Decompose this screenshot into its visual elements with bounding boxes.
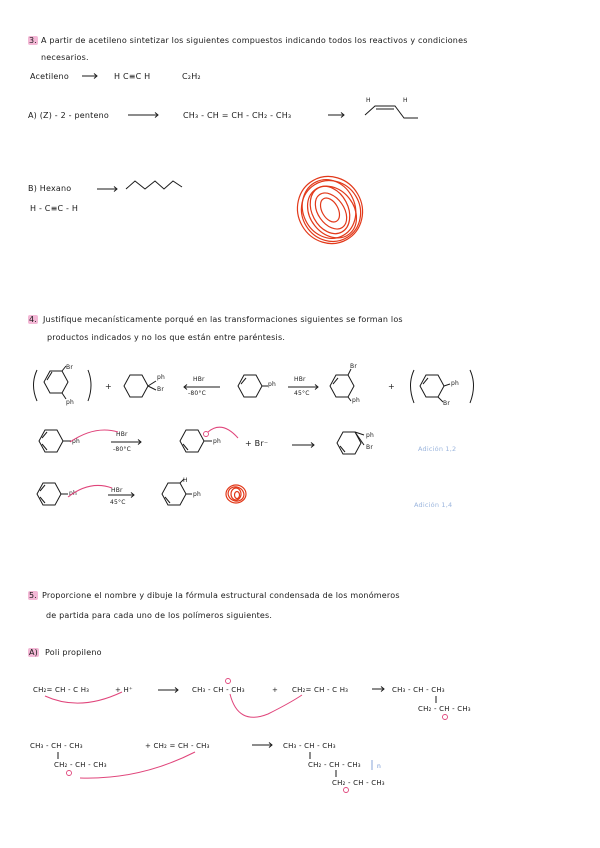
q3-text-line1: A partir de acetileno sintetizar los siguientes compuestos indicando todos los reactivos y condiciones	[41, 36, 468, 45]
acetileno-molecular: C₂H₂	[182, 72, 201, 81]
arrow-reaction-2	[111, 440, 141, 445]
r2-monomer: + CH₂ = CH - CH₃	[145, 742, 210, 750]
arrow-q3a-2	[328, 113, 344, 118]
q5-number: 5.	[29, 591, 38, 600]
arrow-q5-r1-1	[158, 688, 178, 693]
q3a-label: A) (Z) - 2 - penteno	[28, 111, 109, 120]
q4-cond1: -80°C	[188, 390, 206, 397]
acetileno-formula: H C≡C H	[114, 72, 151, 81]
ph-label-10: ph	[193, 491, 202, 498]
z-pentene-skeletal	[365, 106, 418, 118]
arrow-reaction-4	[108, 493, 134, 498]
arrow-q5-r2	[252, 743, 272, 748]
ph-label-7: ph	[213, 438, 222, 445]
acetileno-label: Acetileno	[30, 72, 69, 81]
q3a-formula: CH₃ - CH = CH - CH₂ - CH₃	[183, 111, 292, 120]
ring-3	[238, 375, 262, 397]
r1-product-b: CH₂ - CH - CH₃	[418, 705, 471, 713]
br-label-4: Br	[443, 400, 450, 407]
q3a-h2: H	[403, 97, 408, 104]
mech-arrow-3	[68, 485, 112, 497]
note-adicion-12: Adición 1,2	[418, 445, 457, 453]
q3-text-line2: necesarios.	[41, 53, 89, 62]
bromide-ion: + Br⁻	[245, 439, 269, 448]
q4-cond2: 45°C	[294, 390, 310, 397]
r2-chain-a: CH₃ - CH - CH₃	[30, 742, 83, 750]
ring-4	[330, 375, 354, 397]
r1-monomer: CH₂= CH - C H₃	[33, 686, 90, 694]
br-label-2: Br	[157, 386, 164, 393]
br-label-5: Br	[366, 444, 373, 451]
q5a-label: A)	[29, 648, 38, 657]
q4-hbr4: HBr	[111, 487, 123, 494]
r2-product-a: CH₃ - CH - CH₃	[283, 742, 336, 750]
r1-proton: + H⁺	[115, 686, 133, 694]
arrow-reaction-1	[288, 385, 318, 390]
arrow-q3a-1	[128, 113, 158, 118]
bracket-left-1	[34, 370, 38, 401]
q4-hbr2: HBr	[294, 376, 306, 383]
r1-monomer2: CH₂= CH - C H₃	[292, 686, 349, 694]
bracket-right-1	[88, 370, 91, 401]
q4-text-line2: productos indicados y no los que están entre paréntesis.	[47, 333, 286, 342]
arrow-equilibrium-1	[184, 385, 220, 390]
q4-plus2: +	[388, 382, 395, 391]
mech-arrow-1	[70, 430, 118, 442]
arrow-reaction-3	[292, 443, 314, 448]
r1-product-a: CH₃ - CH - CH₃	[392, 686, 445, 694]
br-label-1: Br	[66, 364, 73, 371]
red-scribble-small	[226, 485, 246, 504]
r1-cation: CH₃ - CH - CH₃	[192, 686, 245, 694]
r2-product-n: n	[377, 763, 382, 770]
positive-charges	[67, 432, 448, 793]
ph-label-4: ph	[352, 397, 361, 404]
note-adicion-14: Adición 1,4	[414, 501, 453, 509]
q3b-label: B) Hexano	[28, 184, 72, 193]
ph-label-9: ph	[69, 490, 78, 497]
ring-1	[44, 371, 68, 393]
mech-arrow-4	[45, 692, 122, 703]
q5-text-line2: de partida para cada uno de los polímeros siguientes.	[46, 611, 273, 620]
ph-label-3: ph	[268, 381, 277, 388]
q4-cond3: -80°C	[113, 446, 131, 453]
arrow-acetileno	[82, 74, 97, 79]
r2-chain-b: CH₂ - CH - CH₃	[54, 761, 107, 769]
ph-label-1: ph	[66, 399, 75, 406]
ring-10	[162, 483, 186, 505]
q4-text-line1: Justifique mecanísticamente porqué en las transformaciones siguientes se forman los	[43, 315, 403, 324]
arrow-q5-r1-2	[372, 687, 384, 692]
ph-label-2: ph	[157, 374, 166, 381]
ring-2	[124, 375, 148, 397]
r2-product-b: CH₂ - CH - CH₃	[308, 761, 361, 769]
q5-text-line1: Proporcione el nombre y dibuje la fórmula estructural condensada de los monómeros	[42, 591, 400, 600]
h-label: H	[183, 477, 188, 484]
q3-number: 3.	[29, 36, 38, 45]
q4-hbr1: HBr	[193, 376, 205, 383]
ph-label-5: ph	[451, 380, 460, 387]
mech-arrow-5	[230, 694, 302, 717]
mech-arrow-2	[208, 427, 238, 438]
ph-label-8: ph	[366, 432, 375, 439]
arrow-q3b	[97, 187, 117, 192]
q4-hbr3: HBr	[116, 431, 128, 438]
q4-cond4: 45°C	[110, 499, 126, 506]
mech-arrow-6	[80, 752, 195, 778]
q3b-formula: H - C≡C - H	[30, 204, 79, 213]
q3a-h1: H	[366, 97, 371, 104]
hexane-skeletal	[126, 181, 182, 189]
ph-label-6: ph	[72, 438, 81, 445]
ring-5	[420, 375, 444, 397]
bracket-right-2	[470, 370, 474, 403]
ring-6	[39, 430, 63, 452]
bracket-left-2	[411, 370, 415, 403]
r2-product-c: CH₂ - CH - CH₃	[332, 779, 385, 787]
br-label-3: Br	[350, 363, 357, 370]
q4-plus1: +	[105, 382, 112, 391]
q5a-name: Poli propileno	[45, 648, 102, 657]
ring-7	[180, 430, 204, 452]
ring-9	[37, 483, 61, 505]
red-scribble-large	[285, 165, 374, 256]
q4-number: 4.	[29, 315, 38, 324]
r1-plus: +	[272, 686, 279, 694]
